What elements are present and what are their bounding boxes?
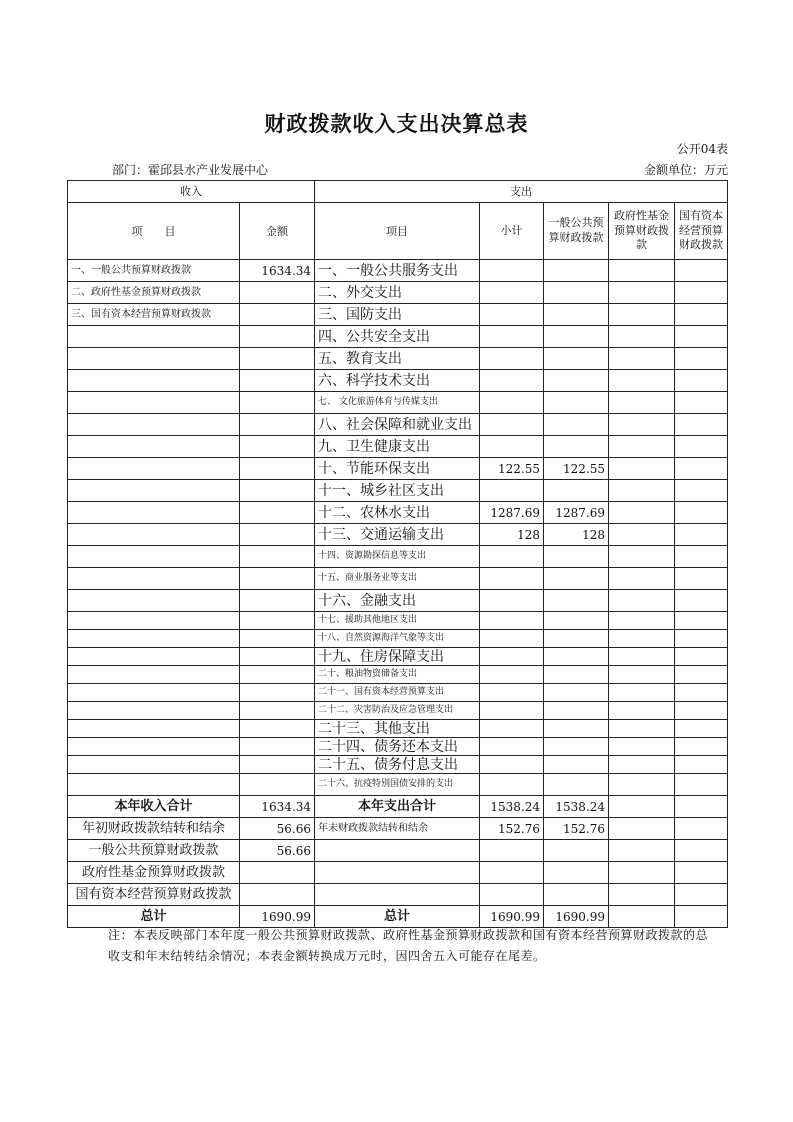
expense-general — [544, 720, 609, 738]
income-item-label: 三、国有资本经营预算财政拨款 — [68, 304, 240, 326]
empty-cell — [675, 796, 728, 818]
unit-label: 金额单位：万元 — [643, 163, 728, 177]
begin-gov-fund-label: 政府性基金预算财政拨款 — [68, 862, 240, 884]
expense-item-label: 六、科学技术支出 — [315, 370, 480, 392]
table-row — [68, 756, 728, 774]
table-row — [68, 666, 728, 684]
expense-total-label: 本年支出合计 — [315, 796, 480, 818]
expense-item-label: 十三、交通运输支出 — [315, 524, 480, 546]
expense-general: 122.55 — [544, 458, 609, 480]
expense-general — [544, 590, 609, 612]
expense-gov-fund — [609, 612, 675, 630]
empty-cell — [240, 884, 315, 906]
empty-cell — [240, 684, 315, 702]
expense-general — [544, 348, 609, 370]
empty-cell — [240, 612, 315, 630]
income-item-amount: 1634.34 — [240, 260, 315, 282]
carryover-end-label: 年末财政拨款结转和结余 — [315, 818, 480, 840]
page-title: 财政拨款收入支出决算总表 — [264, 111, 529, 136]
expense-general — [544, 392, 609, 414]
expense-state-capital — [675, 720, 728, 738]
empty-cell — [609, 818, 675, 840]
table-row — [68, 326, 728, 348]
expense-general: 1287.69 — [544, 502, 609, 524]
income-header: 收入 — [68, 181, 315, 203]
expense-item-label: 五、教育支出 — [315, 348, 480, 370]
empty-cell — [68, 502, 240, 524]
empty-cell — [68, 774, 240, 796]
expense-gov-fund — [609, 756, 675, 774]
table-row — [68, 630, 728, 648]
budget-table — [67, 180, 728, 928]
begin-general-value: 56.66 — [240, 840, 315, 862]
expense-gov-fund — [609, 348, 675, 370]
empty-cell — [240, 524, 315, 546]
expense-gov-fund — [609, 648, 675, 666]
table-row — [68, 702, 728, 720]
empty-cell — [68, 702, 240, 720]
expense-subtotal — [480, 684, 544, 702]
table-row — [68, 546, 728, 568]
empty-cell — [240, 502, 315, 524]
empty-cell — [609, 884, 675, 906]
empty-cell — [68, 684, 240, 702]
empty-cell — [544, 840, 609, 862]
expense-item-header: 项目 — [315, 203, 480, 260]
expense-state-capital — [675, 738, 728, 756]
expense-state-capital — [675, 260, 728, 282]
expense-general — [544, 370, 609, 392]
expense-subtotal — [480, 348, 544, 370]
expense-state-capital — [675, 326, 728, 348]
general-budget-header: 一般公共预算财政拨款 — [544, 203, 609, 260]
expense-item-label: 十七、援助其他地区支出 — [315, 612, 480, 630]
table-row — [68, 524, 728, 546]
expense-state-capital — [675, 684, 728, 702]
summary-row — [68, 818, 728, 840]
expense-state-capital — [675, 756, 728, 774]
expense-subtotal — [480, 666, 544, 684]
expense-state-capital — [675, 630, 728, 648]
expense-item-label: 十八、自然资源海洋气象等支出 — [315, 630, 480, 648]
empty-cell — [240, 436, 315, 458]
empty-cell — [675, 818, 728, 840]
table-row — [68, 480, 728, 502]
income-item-label: 二、政府性基金预算财政拨款 — [68, 282, 240, 304]
expense-item-label: 二十五、债务付息支出 — [315, 756, 480, 774]
empty-cell — [675, 884, 728, 906]
expense-item-label: 二十四、债务还本支出 — [315, 738, 480, 756]
expense-gov-fund — [609, 370, 675, 392]
expense-item-label: 二十、粮油物资储备支出 — [315, 666, 480, 684]
expense-item-label: 八、社会保障和就业支出 — [315, 414, 480, 436]
summary-row — [68, 840, 728, 862]
expense-gov-fund — [609, 458, 675, 480]
expense-general — [544, 702, 609, 720]
empty-cell — [240, 648, 315, 666]
empty-cell — [240, 756, 315, 774]
expense-item-label: 七、 文化旅游体育与传媒支出 — [315, 392, 480, 414]
expense-state-capital — [675, 370, 728, 392]
empty-cell — [68, 326, 240, 348]
empty-cell — [240, 326, 315, 348]
table-row — [68, 720, 728, 738]
expense-gov-fund — [609, 738, 675, 756]
expense-item-label: 二十三、其他支出 — [315, 720, 480, 738]
empty-cell — [68, 756, 240, 774]
expense-general — [544, 630, 609, 648]
expense-item-label: 十一、城乡社区支出 — [315, 480, 480, 502]
expense-item-label: 十九、住房保障支出 — [315, 648, 480, 666]
empty-cell — [68, 546, 240, 568]
expense-subtotal — [480, 370, 544, 392]
expense-state-capital — [675, 304, 728, 326]
table-row — [68, 414, 728, 436]
expense-subtotal — [480, 392, 544, 414]
expense-state-capital — [675, 648, 728, 666]
expense-item-label: 一、一般公共服务支出 — [315, 260, 480, 282]
empty-cell — [315, 840, 480, 862]
form-code: 公开04表 — [676, 142, 728, 156]
expense-total-subtotal: 1538.24 — [480, 796, 544, 818]
expense-state-capital — [675, 702, 728, 720]
empty-cell — [240, 568, 315, 590]
expense-subtotal — [480, 436, 544, 458]
expense-state-capital — [675, 480, 728, 502]
empty-cell — [68, 648, 240, 666]
expense-state-capital — [675, 282, 728, 304]
expense-general — [544, 480, 609, 502]
income-amount-header: 金额 — [240, 203, 315, 260]
expense-subtotal — [480, 568, 544, 590]
summary-row — [68, 796, 728, 818]
expense-subtotal — [480, 630, 544, 648]
income-total-label: 本年收入合计 — [68, 796, 240, 818]
empty-cell — [240, 370, 315, 392]
expense-subtotal — [480, 612, 544, 630]
expense-general — [544, 326, 609, 348]
income-item-header: 项 目 — [68, 203, 240, 260]
expense-item-label: 十四、资源勘探信息等支出 — [315, 546, 480, 568]
empty-cell — [68, 414, 240, 436]
expense-gov-fund — [609, 326, 675, 348]
footnote: 注：本表反映部门本年度一般公共预算财政拨款、政府性基金预算财政拨款和国有资本经营预算财政拨款的总收支和年末结转结余情况；本表金额转换成万元时，因四舍五入可能存在尾差。 — [108, 928, 709, 963]
empty-cell — [240, 348, 315, 370]
expense-subtotal — [480, 326, 544, 348]
empty-cell — [68, 568, 240, 590]
empty-cell — [675, 840, 728, 862]
expense-gov-fund — [609, 414, 675, 436]
expense-gov-fund — [609, 524, 675, 546]
expense-subtotal — [480, 756, 544, 774]
income-total-value: 1634.34 — [240, 796, 315, 818]
expense-item-label: 二、外交支出 — [315, 282, 480, 304]
empty-cell — [68, 666, 240, 684]
empty-cell — [315, 862, 480, 884]
expense-state-capital — [675, 568, 728, 590]
expense-state-capital — [675, 458, 728, 480]
expense-general — [544, 756, 609, 774]
empty-cell — [609, 840, 675, 862]
empty-cell — [315, 884, 480, 906]
header-row-top — [68, 181, 728, 203]
grand-total-label: 总计 — [68, 906, 240, 928]
income-item-label: 一、一般公共预算财政拨款 — [68, 260, 240, 282]
carryover-end-subtotal: 152.76 — [480, 818, 544, 840]
expense-general — [544, 546, 609, 568]
empty-cell — [240, 702, 315, 720]
empty-cell — [240, 738, 315, 756]
expense-gov-fund — [609, 546, 675, 568]
table-row — [68, 282, 728, 304]
expense-item-label: 三、国防支出 — [315, 304, 480, 326]
expense-subtotal — [480, 702, 544, 720]
empty-cell — [544, 862, 609, 884]
expense-state-capital — [675, 546, 728, 568]
table-row — [68, 260, 728, 282]
expense-item-label: 二十一、国有资本经营预算支出 — [315, 684, 480, 702]
expense-state-capital — [675, 612, 728, 630]
expense-gov-fund — [609, 684, 675, 702]
empty-cell — [544, 884, 609, 906]
expense-gov-fund — [609, 568, 675, 590]
empty-cell — [240, 590, 315, 612]
state-capital-header: 国有资本经营预算财政拨款 — [675, 203, 728, 260]
expense-state-capital — [675, 774, 728, 796]
expense-general — [544, 774, 609, 796]
empty-cell — [609, 796, 675, 818]
expense-general: 128 — [544, 524, 609, 546]
expense-gov-fund — [609, 720, 675, 738]
expense-subtotal — [480, 720, 544, 738]
expense-item-label: 十六、金融支出 — [315, 590, 480, 612]
department-label: 部门：霍邱县水产业发展中心 — [112, 163, 269, 177]
table-row — [68, 304, 728, 326]
empty-cell — [68, 524, 240, 546]
expense-state-capital — [675, 524, 728, 546]
expense-subtotal: 128 — [480, 524, 544, 546]
grand-total-expense-label: 总计 — [315, 906, 480, 928]
expense-gov-fund — [609, 774, 675, 796]
table-row — [68, 774, 728, 796]
expense-gov-fund — [609, 480, 675, 502]
empty-cell — [68, 720, 240, 738]
expense-subtotal — [480, 304, 544, 326]
empty-cell — [68, 590, 240, 612]
summary-row — [68, 862, 728, 884]
empty-cell — [68, 738, 240, 756]
grand-total-income: 1690.99 — [240, 906, 315, 928]
empty-cell — [240, 862, 315, 884]
subtotal-header: 小计 — [480, 203, 544, 260]
expense-item-label: 九、卫生健康支出 — [315, 436, 480, 458]
header-row-columns — [68, 203, 728, 260]
income-item-amount — [240, 304, 315, 326]
table-row — [68, 436, 728, 458]
expense-state-capital — [675, 414, 728, 436]
expense-general — [544, 260, 609, 282]
expense-gov-fund — [609, 282, 675, 304]
expense-subtotal — [480, 260, 544, 282]
empty-cell — [68, 392, 240, 414]
empty-cell — [240, 630, 315, 648]
table-row — [68, 348, 728, 370]
expense-gov-fund — [609, 666, 675, 684]
expense-subtotal — [480, 546, 544, 568]
empty-cell — [240, 480, 315, 502]
expense-subtotal: 122.55 — [480, 458, 544, 480]
expense-general — [544, 666, 609, 684]
expense-state-capital — [675, 502, 728, 524]
expense-gov-fund — [609, 702, 675, 720]
expense-state-capital — [675, 348, 728, 370]
expense-gov-fund — [609, 590, 675, 612]
empty-cell — [480, 884, 544, 906]
expense-general — [544, 414, 609, 436]
empty-cell — [480, 862, 544, 884]
table-row — [68, 458, 728, 480]
expense-subtotal — [480, 738, 544, 756]
empty-cell — [240, 458, 315, 480]
carryover-begin-label: 年初财政拨款结转和结余 — [68, 818, 240, 840]
empty-cell — [68, 480, 240, 502]
expense-gov-fund — [609, 260, 675, 282]
expense-item-label: 二十二、灾害防治及应急管理支出 — [315, 702, 480, 720]
expense-subtotal — [480, 774, 544, 796]
carryover-end-general: 152.76 — [544, 818, 609, 840]
expense-item-label: 十、节能环保支出 — [315, 458, 480, 480]
table-row — [68, 612, 728, 630]
expense-general — [544, 282, 609, 304]
expense-general — [544, 304, 609, 326]
empty-cell — [68, 612, 240, 630]
expense-gov-fund — [609, 392, 675, 414]
expense-subtotal — [480, 648, 544, 666]
empty-cell — [240, 414, 315, 436]
expense-gov-fund — [609, 502, 675, 524]
expense-general — [544, 568, 609, 590]
empty-cell — [68, 630, 240, 648]
gov-fund-header: 政府性基金预算财政拨款 — [609, 203, 675, 260]
empty-cell — [240, 392, 315, 414]
expense-total-general: 1538.24 — [544, 796, 609, 818]
table-row — [68, 502, 728, 524]
empty-cell — [240, 774, 315, 796]
empty-cell — [68, 370, 240, 392]
grand-total-subtotal: 1690.99 — [480, 906, 544, 928]
empty-cell — [675, 862, 728, 884]
expense-general — [544, 738, 609, 756]
carryover-begin-value: 56.66 — [240, 818, 315, 840]
expense-subtotal — [480, 590, 544, 612]
table-row — [68, 568, 728, 590]
summary-row — [68, 884, 728, 906]
expense-general — [544, 684, 609, 702]
empty-cell — [240, 666, 315, 684]
begin-state-capital-label: 国有资本经营预算财政拨款 — [68, 884, 240, 906]
expense-header: 支出 — [315, 181, 728, 203]
table-row — [68, 738, 728, 756]
expense-state-capital — [675, 436, 728, 458]
begin-general-label: 一般公共预算财政拨款 — [68, 840, 240, 862]
expense-gov-fund — [609, 436, 675, 458]
empty-cell — [609, 862, 675, 884]
table-row — [68, 370, 728, 392]
expense-general — [544, 436, 609, 458]
grand-total-general: 1690.99 — [544, 906, 609, 928]
expense-item-label: 四、公共安全支出 — [315, 326, 480, 348]
expense-subtotal: 1287.69 — [480, 502, 544, 524]
table-row — [68, 684, 728, 702]
empty-cell — [68, 458, 240, 480]
expense-item-label: 十五、商业服务业等支出 — [315, 568, 480, 590]
empty-cell — [68, 436, 240, 458]
expense-item-label: 二十六、抗疫特别国债安排的支出 — [315, 774, 480, 796]
empty-cell — [240, 546, 315, 568]
table-row — [68, 590, 728, 612]
empty-cell — [240, 720, 315, 738]
expense-state-capital — [675, 392, 728, 414]
expense-general — [544, 612, 609, 630]
expense-subtotal — [480, 414, 544, 436]
expense-subtotal — [480, 480, 544, 502]
empty-cell — [480, 840, 544, 862]
expense-state-capital — [675, 590, 728, 612]
expense-general — [544, 648, 609, 666]
table-row — [68, 392, 728, 414]
expense-item-label: 十二、农林水支出 — [315, 502, 480, 524]
expense-subtotal — [480, 282, 544, 304]
expense-gov-fund — [609, 630, 675, 648]
expense-state-capital — [675, 666, 728, 684]
table-row — [68, 648, 728, 666]
empty-cell — [68, 348, 240, 370]
income-item-amount — [240, 282, 315, 304]
expense-gov-fund — [609, 304, 675, 326]
